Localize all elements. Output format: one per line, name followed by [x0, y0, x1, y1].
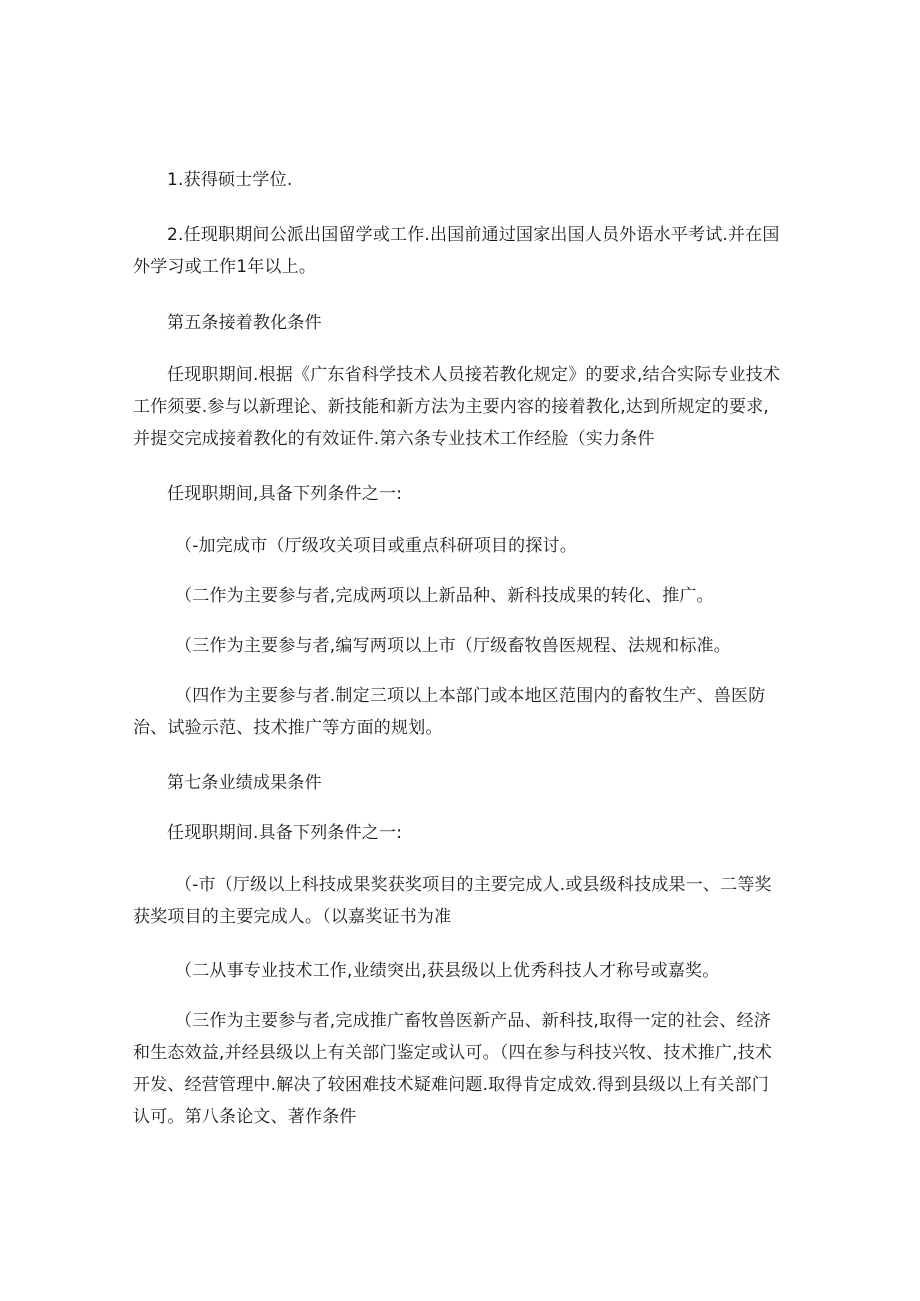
paragraph-degree: 1.获得硕士学位. [167, 170, 293, 190]
list-item-3: （三作为主要参与者,编写两项以上市（厅级畜牧兽医规程、法规和标准。 [175, 636, 732, 656]
paragraph-conditions-intro-2: 任现职期间.具备下列条件之一: [167, 823, 403, 843]
list-item-award: （-市（厅级以上科技成果奖获奖项目的主要完成人.或县级科技成果一、二等奖获奖项目的主要完成人。（以嘉奖证书为准 [133, 875, 772, 927]
section-heading-article-7: 第七条业绩成果条件 [167, 773, 322, 793]
paragraph-overseas-study: 2.任现职期间公派出国留学或工作.出国前通过国家出国人员外语水平考试.并在国外学习或工作1年以上。 [133, 225, 780, 277]
list-item-1: （-加完成市（厅级攻关项目或重点科研项目的探讨。 [175, 536, 577, 556]
list-item-promotion: （三作为主要参与者,完成推广畜牧兽医新产品、新科技,取得一定的社会、经济和生态效益,并经县级以上有关部门鉴定或认可。（四在参与科技兴牧、技术推广,技术开发、经营管理中.解决了较困难技术疑难问题.取得肯定成效.得到县级以上有关部门认可。第八条论文、著作条件 [133, 1011, 773, 1127]
paragraph-continuing-education: 任现职期间.根据《广东省科学技术人员接若教化规定》的要求,结合实际专业技术工作须要.参与以新理论、新技能和新方法为主要内容的接着教化,达到所规定的要求,并提交完成接着教化的有效证件.第六条专业技术工作经脸（实力条件 [133, 365, 781, 449]
list-item-4: （四作为主要参与者.制定三项以上本部门或本地区范围内的畜牧生产、兽医防治、试验示范、技术推广等方面的规划。 [133, 686, 766, 738]
section-heading-article-5: 第五条接着教化条件 [167, 313, 322, 333]
list-item-2: （二作为主要参与者,完成两项以上新品种、新科技成果的转化、推广。 [175, 586, 714, 606]
list-item-performance: （二从事专业技术工作,业绩突出,获县级以上优秀科技人才称号或嘉奖。 [175, 961, 720, 981]
paragraph-conditions-intro-1: 任现职期间,具备下列条件之一: [167, 484, 403, 504]
